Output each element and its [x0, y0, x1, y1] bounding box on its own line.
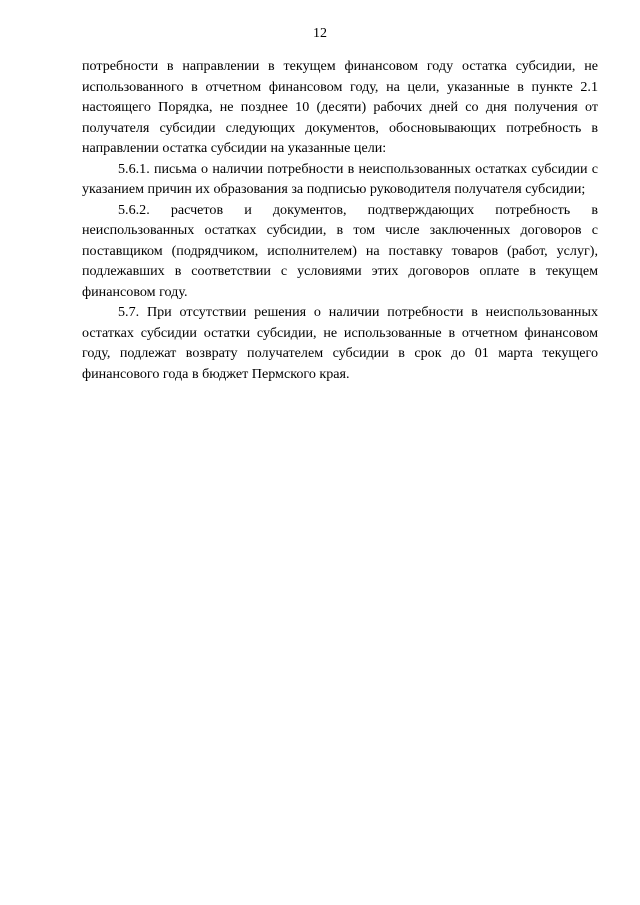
paragraph-5-6-2: 5.6.2. расчетов и документов, подтверждающих потребность в неиспользованных остатках субсидии, в том числе заключенных договоров с поставщиком (подрядчиком, исполнителем) на поставку товаров (работ, услуг), подлежавших в соответствии с условиями этих договоров оплате в текущем финансовом году.	[82, 201, 598, 300]
paragraph-continuation: потребности в направлении в текущем финансовом году остатка субсидии, не использованного в отчетном финансовом году, на цели, указанные в пункте 2.1 настоящего Порядка, не позднее 10 (десяти) рабочих дней со дня получения от получателя субсидии следующих документов, обосновывающих потребность в направлении остатка субсидии на указанные цели:	[82, 58, 598, 156]
document-body	[82, 56, 598, 384]
paragraph-5-7: 5.7. При отсутствии решения о наличии потребности в неиспользованных остатках субсидии остатки субсидии, не использованные в отчетном финансовом году, подлежат возврату получателем субсидии в срок до 01 марта текущего финансового года в бюджет Пермского края.	[82, 304, 598, 382]
paragraph-5-6-1: 5.6.1. письма о наличии потребности в неиспользованных остатках субсидии с указанием причин их образования за подписью руководителя получателя субсидии;	[82, 160, 598, 197]
page-number: 12	[313, 26, 327, 41]
